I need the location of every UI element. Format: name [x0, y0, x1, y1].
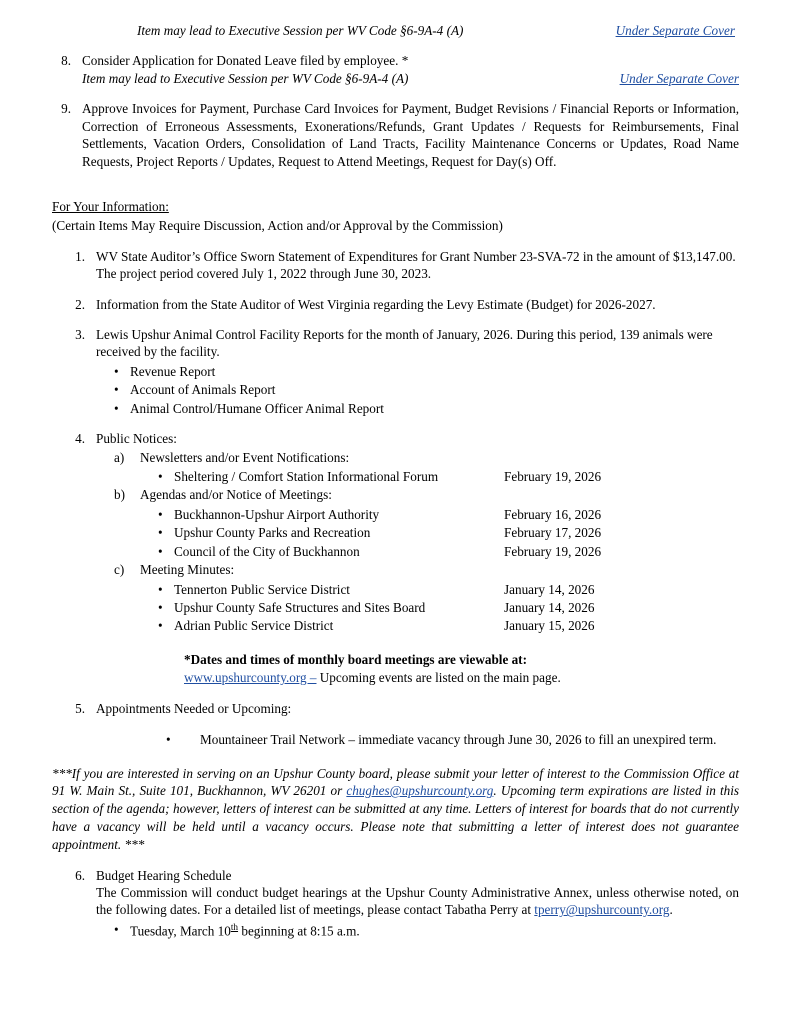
fyi-heading: For Your Information: — [52, 198, 169, 214]
animal-control-report-list — [96, 363, 739, 417]
agenda-item-8-number: 8. — [61, 53, 71, 69]
bullet-icon: • — [114, 400, 119, 416]
bullet-icon: • — [158, 506, 163, 522]
list-item — [140, 581, 739, 598]
entry-date: February 19, 2026 — [504, 543, 602, 559]
bullet-icon: • — [158, 525, 163, 541]
bullet-icon: • — [158, 599, 163, 615]
entry-date: February 16, 2026 — [504, 506, 602, 522]
fyi-item-1-text: WV State Auditor’s Office Sworn Statement of Expenditures for Grant Number 23-SVA-72 in the amount of $13,147.00. The project period covered July 1, 2022 through June 30, 2023. — [96, 248, 736, 282]
entry-name: Adrian Public Service District — [174, 618, 334, 634]
list-item — [140, 543, 739, 560]
fyi-item-6-number: 6. — [75, 867, 85, 883]
bullet-icon: • — [158, 543, 163, 559]
entry-date: February 17, 2026 — [504, 525, 602, 541]
fyi-item-5-number: 5. — [75, 700, 85, 716]
exec-session-note: Item may lead to Executive Session per WV Code §6-9A-4 (A) — [137, 23, 464, 38]
board-interest-notice-pre: ***If you are interested in serving on an Upshur County board, please submit your letter of interest to the Commission Office at 91 W. Main St., Suite 101, Buckhannon, WV 26201 or — [52, 765, 739, 799]
fyi-subheading: (Certain Items May Require Discussion, Action and/or Approval by the Commission) — [52, 218, 503, 234]
fyi-item-1-number: 1. — [75, 248, 85, 264]
public-notices-groups — [96, 449, 739, 635]
tperry-email-link[interactable]: tperry@upshurcounty.org — [534, 902, 670, 918]
bullet-icon: • — [114, 921, 119, 937]
group-label: Newsletters and/or Event Notifications: — [140, 449, 350, 465]
bullet-icon: • — [158, 618, 163, 634]
list-item — [140, 599, 739, 616]
entry-name: Buckhannon-Upshur Airport Authority — [174, 506, 380, 522]
fyi-item-4-text: Public Notices: — [96, 431, 177, 447]
entry-date: January 14, 2026 — [504, 599, 595, 615]
group-a-entries — [140, 468, 739, 485]
fyi-item-2-text: Information from the State Auditor of West Virginia regarding the Levy Estimate (Budget) for 2026-2027. — [96, 296, 656, 312]
report-label: Account of Animals Report — [130, 382, 276, 398]
bullet-icon: • — [166, 732, 171, 748]
list-item — [96, 363, 739, 380]
fyi-item-2 — [52, 296, 739, 313]
chughes-email-link[interactable]: chughes@upshurcounty.org — [346, 783, 494, 799]
under-separate-cover-label: Under Separate Cover — [615, 23, 735, 38]
agenda-item-8-text: Consider Application for Donated Leave filed by employee. * — [82, 53, 409, 69]
appointment-entry — [166, 731, 739, 748]
agenda-item-8 — [52, 52, 739, 87]
budget-hearing-detail — [96, 884, 739, 919]
public-notice-group-b — [96, 486, 739, 560]
fyi-item-5-text: Appointments Needed or Upcoming: — [96, 700, 292, 716]
fyi-item-3-number: 3. — [75, 327, 85, 343]
fyi-item-2-number: 2. — [75, 296, 85, 312]
fyi-item-3-text: Lewis Upshur Animal Control Facility Reports for the month of January, 2026. During this period, 139 animals were received by the facility. — [96, 327, 713, 360]
bullet-icon: • — [114, 363, 119, 379]
group-letter: a) — [114, 449, 125, 465]
board-meetings-note-tail: Upcoming events are listed on the main page. — [316, 670, 561, 686]
appointment-text: Mountaineer Trail Network – immediate vacancy through June 30, 2026 to fill an unexpired term. — [200, 732, 717, 748]
budget-hearing-dates — [96, 921, 739, 940]
top-exec-session-line — [52, 22, 739, 39]
bullet-icon: • — [114, 382, 119, 398]
agenda-item-9-number: 9. — [61, 101, 71, 117]
agenda-item-8-separate-cover: Under Separate Cover — [619, 70, 739, 86]
budget-hearing-date-post: beginning at 8:15 a.m. — [238, 923, 360, 939]
group-letter: b) — [114, 487, 125, 503]
report-label: Animal Control/Humane Officer Animal Report — [130, 400, 384, 416]
budget-hearing-detail-pre: The Commission will conduct budget hearings at the Upshur County Administrative Annex, unless otherwise noted, on the following dates. For a detailed list of meetings, please contact Tabatha Perry at — [96, 884, 739, 918]
fyi-item-1 — [52, 248, 739, 283]
entry-name: Tennerton Public Service District — [174, 581, 350, 597]
list-item — [96, 921, 739, 940]
group-letter: c) — [114, 562, 125, 578]
ordinal-suffix: th — [230, 921, 239, 932]
list-item — [140, 468, 739, 485]
report-label: Revenue Report — [130, 363, 216, 379]
board-meetings-note: *Dates and times of monthly board meetings are viewable at: — [184, 651, 527, 667]
public-notice-group-a — [96, 449, 739, 486]
bullet-icon: • — [158, 581, 163, 597]
group-b-entries — [140, 506, 739, 560]
agenda-item-9 — [52, 100, 739, 170]
entry-date: January 14, 2026 — [504, 581, 595, 597]
agenda-item-9-text: Approve Invoices for Payment, Purchase Card Invoices for Payment, Budget Revisions / Financial Reports or Information, Correction of Erroneous Assessments, Exonerations/Refunds, Grant Updates / Requests for Reimbursements, Final Settlements, Vacation Orders, Consolidation of Land Tracts, Facility Maintenance Concerns or Updates, Road Name Requests, Project Reports / Updates, Request to Attend Meetings, Request for Day(s) Off. — [82, 101, 739, 169]
entry-name: Council of the City of Buckhannon — [174, 543, 360, 559]
entry-name: Upshur County Parks and Recreation — [174, 525, 371, 541]
agenda-item-8-subnote: Item may lead to Executive Session per WV Code §6-9A-4 (A) — [82, 70, 409, 86]
group-c-entries — [140, 581, 739, 635]
fyi-item-6 — [52, 867, 739, 940]
list-item — [140, 524, 739, 541]
list-item — [96, 381, 739, 398]
upshurcounty-link[interactable]: www.upshurcounty.org – — [184, 670, 317, 686]
board-meetings-note-url-line — [184, 669, 739, 686]
bullet-icon: • — [158, 469, 163, 485]
entry-name: Upshur County Safe Structures and Sites Board — [174, 599, 426, 615]
board-interest-notice — [52, 765, 739, 854]
fyi-item-5 — [52, 700, 739, 749]
group-label: Meeting Minutes: — [140, 562, 235, 578]
board-interest-notice-post: . Upcoming term expirations are listed in this section of the agenda; however, letters of interest can be submitted at any time. Letters of interest for boards that do not currently have a vacancy will be held until a vacancy occurs. Please note that submitting a letter of interest does not guarantee appointment. *** — [52, 783, 739, 852]
list-item — [140, 506, 739, 523]
fyi-item-3 — [52, 326, 739, 417]
group-label: Agendas and/or Notice of Meetings: — [140, 487, 332, 503]
list-item — [96, 400, 739, 417]
entry-date: January 15, 2026 — [504, 618, 595, 634]
fyi-item-4-number: 4. — [75, 431, 85, 447]
fyi-item-4 — [52, 430, 739, 686]
budget-hearing-detail-post: . — [669, 902, 673, 918]
budget-hearing-date — [130, 921, 360, 940]
for-your-information-section — [52, 198, 739, 235]
public-notice-group-c — [96, 561, 739, 635]
entry-date: February 19, 2026 — [504, 469, 602, 485]
fyi-item-6-text: Budget Hearing Schedule — [96, 867, 232, 883]
entry-name: Sheltering / Comfort Station Informational Forum — [174, 469, 439, 485]
list-item — [140, 617, 739, 634]
budget-hearing-date-pre: Tuesday, March 10 — [130, 923, 231, 939]
